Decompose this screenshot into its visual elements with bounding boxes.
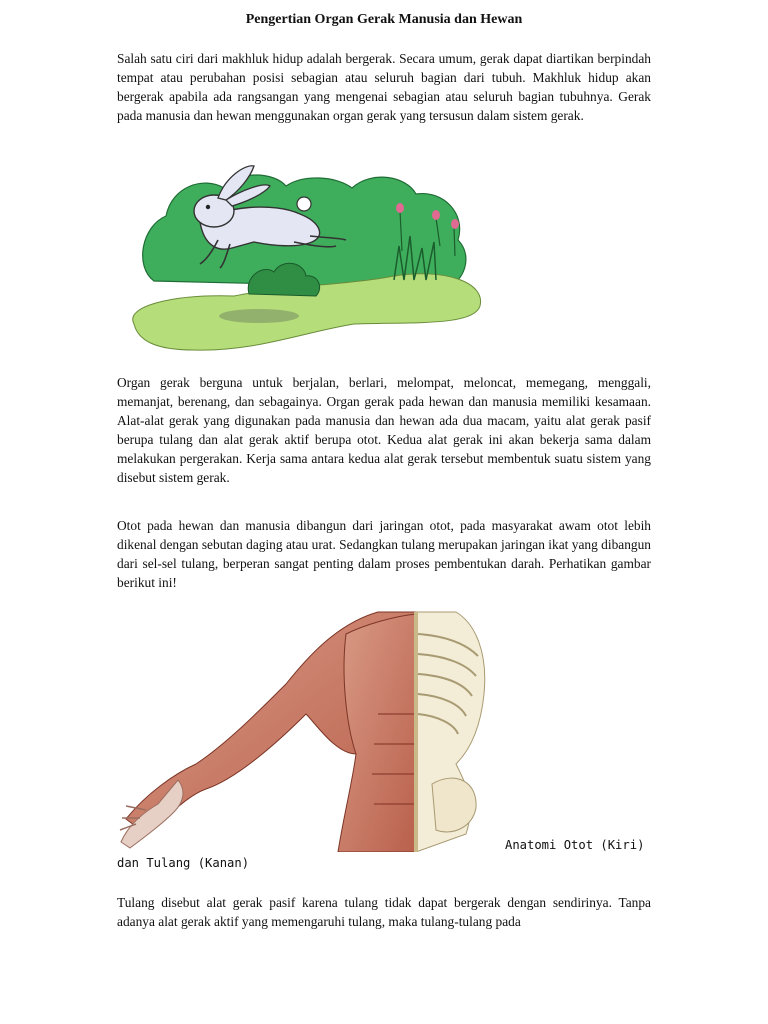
anatomy-illustration [116, 604, 508, 852]
figure-caption-line2: dan Tulang (Kanan) [117, 856, 250, 870]
paragraph-otot-tulang: Otot pada hewan dan manusia dibangun dari jaringan otot, pada masyarakat awam otot lebih dikenal dengan sebutan daging atau urat. Sedangkan tulang merupakan jaringan ikat yang dibangun dari sel-sel tulang, berperan sangat penting dalam proses pembentukan darah. Perhatikan gambar berikut ini! [117, 518, 651, 590]
figure-caption-line1: Anatomi Otot (Kiri) [505, 838, 645, 852]
page-title: Pengertian Organ Gerak Manusia dan Hewan [245, 12, 523, 27]
paragraph-intro: Salah satu ciri dari makhluk hidup adalah bergerak. Secara umum, gerak dapat diartikan berpindah tempat atau perubahan posisi sebagian atau seluruh bagian dari tubuh. Makhluk hidup akan bergerak apabila ada rangsangan yang mengenai sebagian atau seluruh bagian tubuhnya. Gerak pada manusia dan hewan menggunakan organ gerak yang tersusun dalam sistem gerak. [117, 51, 651, 123]
paragraph-organ-gerak: Organ gerak berguna untuk berjalan, berlari, melompat, meloncat, memegang, menggali, memanjat, berenang, dan sebagainya. Organ gerak pada hewan dan manusia memiliki kesamaan. Alat-alat gerak yang digunakan pada manusia dan hewan ada dua macam, yaitu alat gerak pasif berupa tulang dan alat gerak aktif berupa otot. Kedua alat gerak ini akan bekerja sama dalam melakukan pergerakan. Kerja sama antara kedua alat gerak tersebut membentuk suatu sistem yang disebut sistem gerak. [117, 375, 651, 485]
rabbit-illustration [114, 156, 486, 356]
paragraph-tulang-pasif: Tulang disebut alat gerak pasif karena tulang tidak dapat bergerak dengan sendirinya. Tanpa adanya alat gerak aktif yang memengaruhi tulang, maka tulang-tulang pada [117, 895, 651, 929]
